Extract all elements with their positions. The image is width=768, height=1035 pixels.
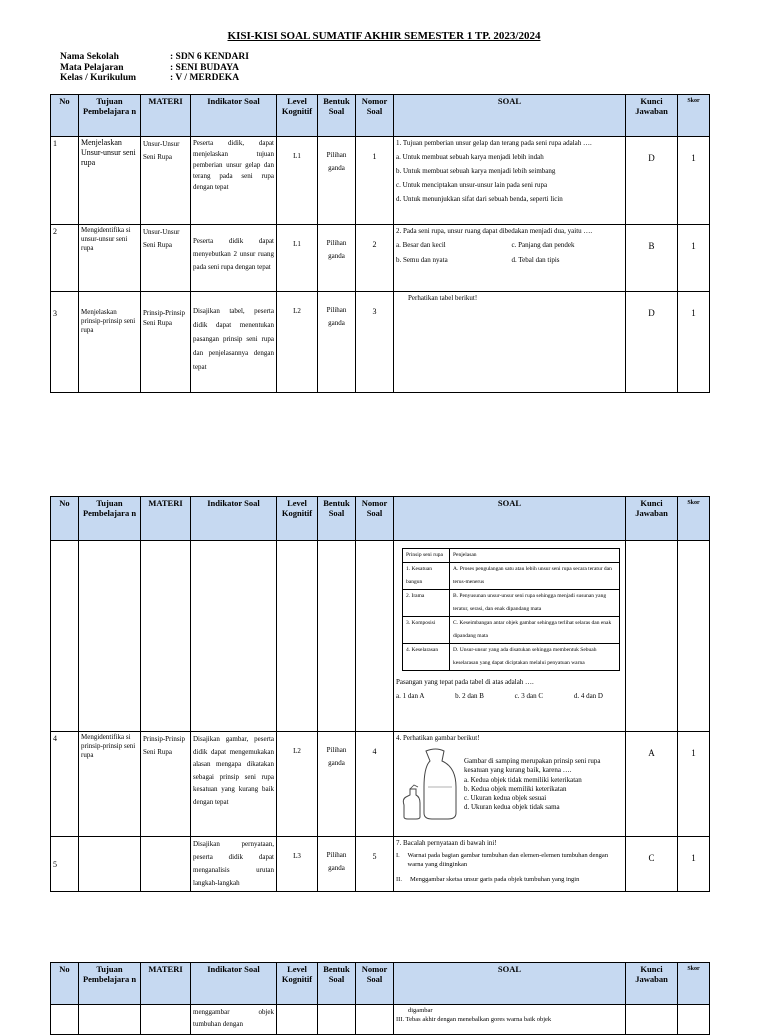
- kisi-table-page-2: [50, 496, 710, 892]
- row-indikator: Disajikan pernyataan, peserta didik dapat menganalisis urutan langkah-langkah: [191, 837, 277, 892]
- table-row: [51, 292, 710, 393]
- option: a. Kedua objek tidak memiliki keterikatan: [464, 776, 582, 784]
- row-level: L2: [277, 732, 318, 837]
- option: b. 2 dan B: [455, 692, 484, 700]
- header-soal: SOAL: [394, 95, 626, 137]
- option: d. 4 dan D: [573, 692, 603, 700]
- row-skor: 1: [678, 837, 710, 892]
- row-bentuk: Pilihan ganda: [318, 732, 356, 837]
- row-tujuan: Menjelaskan prinsip-prinsip seni rupa: [79, 292, 141, 393]
- statement: II. Menggambar sketsa unsur garis pada objek tumbuhan yang ingin: [396, 876, 580, 883]
- header-kunci: Kunci Jawaban: [626, 497, 678, 541]
- question-text: Perhatikan tabel berikut!: [408, 294, 478, 302]
- row-level: L1: [277, 137, 318, 225]
- row-level: L1: [277, 225, 318, 292]
- row-soal: [394, 292, 626, 393]
- meta-class: [60, 73, 249, 84]
- row-level: L3: [277, 837, 318, 892]
- header-materi: MATERI: [141, 95, 191, 137]
- question-number: 1.: [396, 139, 402, 147]
- document-meta: [60, 52, 249, 84]
- question-text: Bacalah pernyataan di bawah ini!: [403, 839, 497, 847]
- header-tujuan: Tujuan Pembelajara n: [79, 95, 141, 137]
- question-number: 7.: [396, 839, 402, 847]
- prinsip-cell: 2. Irama: [403, 590, 450, 617]
- penjelasan-header: Penjelasan: [450, 549, 620, 563]
- prinsip-table: [402, 548, 620, 671]
- prinsip-cell: 1. Kesatuan bangun: [403, 563, 450, 590]
- option: b. Semu dan nyata: [396, 256, 448, 264]
- header-no: No: [51, 95, 79, 137]
- row-no: 2: [51, 225, 79, 292]
- row-nomor: 2: [356, 225, 394, 292]
- statement: I. Warnai pada bagian gambar tumbuhan dan elemen-elemen tumbuhan dengan warna yang diinginkan: [396, 852, 609, 868]
- row-soal: [394, 837, 626, 892]
- row-soal: [394, 225, 626, 292]
- row-no: 3: [51, 292, 79, 393]
- option: d. Untuk menunjukkan sifat dari sebuah benda, seperti licin: [396, 195, 563, 203]
- penjelasan-cell: B. Penyusunan unsur-unsur seni rupa sehingga menjadi susunan yang teratur, serasi, dan enak dipandang mata: [450, 590, 620, 617]
- row-soal: [394, 137, 626, 225]
- header-indikator: Indikator Soal: [191, 497, 277, 541]
- table-header: [51, 963, 710, 1005]
- question-stem: Gambar di samping merupakan prinsip seni rupa kesatuan yang kurang baik, karena ….: [464, 757, 601, 774]
- prinsip-cell: 4. Keselarasan: [403, 644, 450, 671]
- row-tujuan: Mengidentifika si unsur-unsur seni rupa: [79, 225, 141, 292]
- option-row: [396, 691, 623, 702]
- option: c. 3 dan C: [514, 692, 544, 700]
- header-tujuan: Tujuan Pembelajara n: [79, 963, 141, 1005]
- header-soal: SOAL: [394, 497, 626, 541]
- header-bentuk: Bentuk Soal: [318, 963, 356, 1005]
- row-skor: 1: [678, 225, 710, 292]
- question-text: Pada seni rupa, unsur ruang dapat dibedakan menjadi dua, yaitu ….: [403, 227, 593, 235]
- table-row: [51, 225, 710, 292]
- header-indikator: Indikator Soal: [191, 963, 277, 1005]
- row-no: 1: [51, 137, 79, 225]
- row-indikator: Peserta didik dapat menyebutkan 2 unsur ruang pada seni rupa dengan tepat: [191, 225, 277, 292]
- row-skor: 1: [678, 137, 710, 225]
- option: d. Tebal dan tipis: [511, 256, 560, 264]
- table-header: [51, 497, 710, 541]
- row-materi: Unsur-Unsur Seni Rupa: [141, 137, 191, 225]
- row-materi: Unsur-Unsur Seni Rupa: [141, 225, 191, 292]
- row-soal: digambar III. Tebas akhir dengan menebalkan gores warna baik objek: [394, 1005, 626, 1035]
- meta-subject: [60, 63, 249, 74]
- header-level: Level Kognitif: [277, 497, 318, 541]
- option: b. Untuk membuat sebuah karya menjadi lebih seimbang: [396, 167, 556, 175]
- row-tujuan: Menjelaskan Unsur-unsur seni rupa: [79, 137, 141, 225]
- prinsip-cell: 3. Komposisi: [403, 617, 450, 644]
- option: b. Kedua objek memiliki keterikatan: [464, 785, 567, 793]
- table-row: [51, 137, 710, 225]
- option: c. Untuk menciptakan unsur-unsur lain pada seni rupa: [396, 181, 548, 189]
- header-kunci: Kunci Jawaban: [626, 95, 678, 137]
- row-soal: [394, 732, 626, 837]
- option-grid: [396, 240, 623, 266]
- row-kunci: A: [626, 732, 678, 837]
- question-text: Perhatikan gambar berikut!: [403, 734, 480, 742]
- row-nomor: 5: [356, 837, 394, 892]
- row-bentuk: Pilihan ganda: [318, 837, 356, 892]
- option: c. Panjang dan pendek: [511, 241, 575, 249]
- header-nomor: Nomor Soal: [356, 95, 394, 137]
- meta-school: [60, 52, 249, 63]
- penjelasan-cell: A. Proses pengulangan satu atau lebih unsur seni rupa secara teratur dan terus-menerus: [450, 563, 620, 590]
- row-skor: 1: [678, 732, 710, 837]
- header-kunci: Kunci Jawaban: [626, 963, 678, 1005]
- meta-value: : V / MERDEKA: [170, 73, 240, 83]
- header-level: Level Kognitif: [277, 963, 318, 1005]
- option: a. 1 dan A: [396, 692, 425, 700]
- row-materi: Prinsip-Prinsip Seni Rupa: [141, 292, 191, 393]
- meta-key: Nama Sekolah: [60, 52, 119, 62]
- question-number: 4.: [396, 734, 402, 742]
- row-kunci: D: [626, 292, 678, 393]
- header-skor: Skor: [678, 963, 710, 1005]
- row-indikator: menggambar objek tumbuhan dengan: [191, 1005, 277, 1035]
- header-nomor: Nomor Soal: [356, 497, 394, 541]
- header-indikator: Indikator Soal: [191, 95, 277, 137]
- row-no: 5: [51, 837, 79, 892]
- meta-key: Kelas / Kurikulum: [60, 73, 137, 83]
- row-bentuk: Pilihan ganda: [318, 137, 356, 225]
- kisi-table-page-1: [50, 94, 710, 393]
- table-header: [51, 95, 710, 137]
- header-no: No: [51, 497, 79, 541]
- option: a. Untuk membuat sebuah karya menjadi lebih indah: [396, 153, 544, 161]
- meta-key: Mata Pelajaran: [60, 62, 124, 73]
- document-title: KISI-KISI SOAL SUMATIF AKHIR SEMESTER 1 TP. 2023/2024: [227, 30, 541, 42]
- row-kunci: C: [626, 837, 678, 892]
- header-materi: MATERI: [141, 963, 191, 1005]
- row-indikator: Disajikan tabel, peserta didik dapat menentukan pasangan prinsip seni rupa dan penjelasannya dengan tepat: [191, 292, 277, 393]
- option: a. Besar dan kecil: [396, 241, 446, 249]
- meta-value: : SENI BUDAYA: [170, 62, 239, 73]
- row-kunci: D: [626, 137, 678, 225]
- header-tujuan: Tujuan Pembelajara n: [79, 497, 141, 541]
- option: c. Ukuran kedua objek sesuai: [464, 794, 547, 802]
- row-indikator: Peserta didik, dapat menjelaskan tujuan pemberian unsur gelap dan terang pada seni rupa dengan tepat: [191, 137, 277, 225]
- row-materi: Prinsip-Prinsip Seni Rupa: [141, 732, 191, 837]
- row-indikator: Disajikan gambar, peserta didik dapat mengemukakan alasan mengapa dikatakan sebagai prinsip seni rupa kesatuan yang kurang baik dengan tepat: [191, 732, 277, 837]
- header-bentuk: Bentuk Soal: [318, 95, 356, 137]
- row-bentuk: Pilihan ganda: [318, 225, 356, 292]
- header-skor: Skor: [678, 497, 710, 541]
- row-nomor: 1: [356, 137, 394, 225]
- meta-value: : SDN 6 KENDARI: [170, 52, 249, 62]
- header-skor: Skor: [678, 95, 710, 137]
- header-nomor: Nomor Soal: [356, 963, 394, 1005]
- prinsip-header: Prinsip seni rupa: [403, 549, 450, 563]
- question-text: Pasangan yang tepat pada tabel di atas adalah ….: [396, 678, 534, 686]
- row-nomor: 4: [356, 732, 394, 837]
- table-row: [51, 837, 710, 892]
- header-no: No: [51, 963, 79, 1005]
- option: d. Ukuran kedua objek tidak sama: [464, 803, 560, 811]
- table-row-continued: [51, 541, 710, 732]
- row-soal: [394, 541, 626, 732]
- header-soal: SOAL: [394, 963, 626, 1005]
- row-level: L2: [277, 292, 318, 393]
- question-number: 2.: [396, 227, 402, 235]
- row-no: 4: [51, 732, 79, 837]
- bottle-illustration: [396, 747, 460, 821]
- question-text: Tujuan pemberian unsur gelap dan terang pada seni rupa adalah ….: [402, 139, 592, 147]
- penjelasan-cell: D. Unsur-unsur yang ada disatukan sehingga membentuk Sebuah keselarasan yang dapat diciptakan melalui penyatuan warna: [450, 644, 620, 671]
- header-materi: MATERI: [141, 497, 191, 541]
- row-bentuk: Pilihan ganda: [318, 292, 356, 393]
- kisi-table-page-3: [50, 962, 710, 1035]
- table-row: [51, 732, 710, 837]
- table-row-continued: [51, 1005, 710, 1035]
- row-skor: 1: [678, 292, 710, 393]
- row-nomor: 3: [356, 292, 394, 393]
- penjelasan-cell: C. Keseimbangan antar objek gambar sehingga terlihat selaras dan enak dipandang mata: [450, 617, 620, 644]
- header-bentuk: Bentuk Soal: [318, 497, 356, 541]
- header-level: Level Kognitif: [277, 95, 318, 137]
- row-kunci: B: [626, 225, 678, 292]
- row-tujuan: Mengidentifika si prinsip-prinsip seni rupa: [79, 732, 141, 837]
